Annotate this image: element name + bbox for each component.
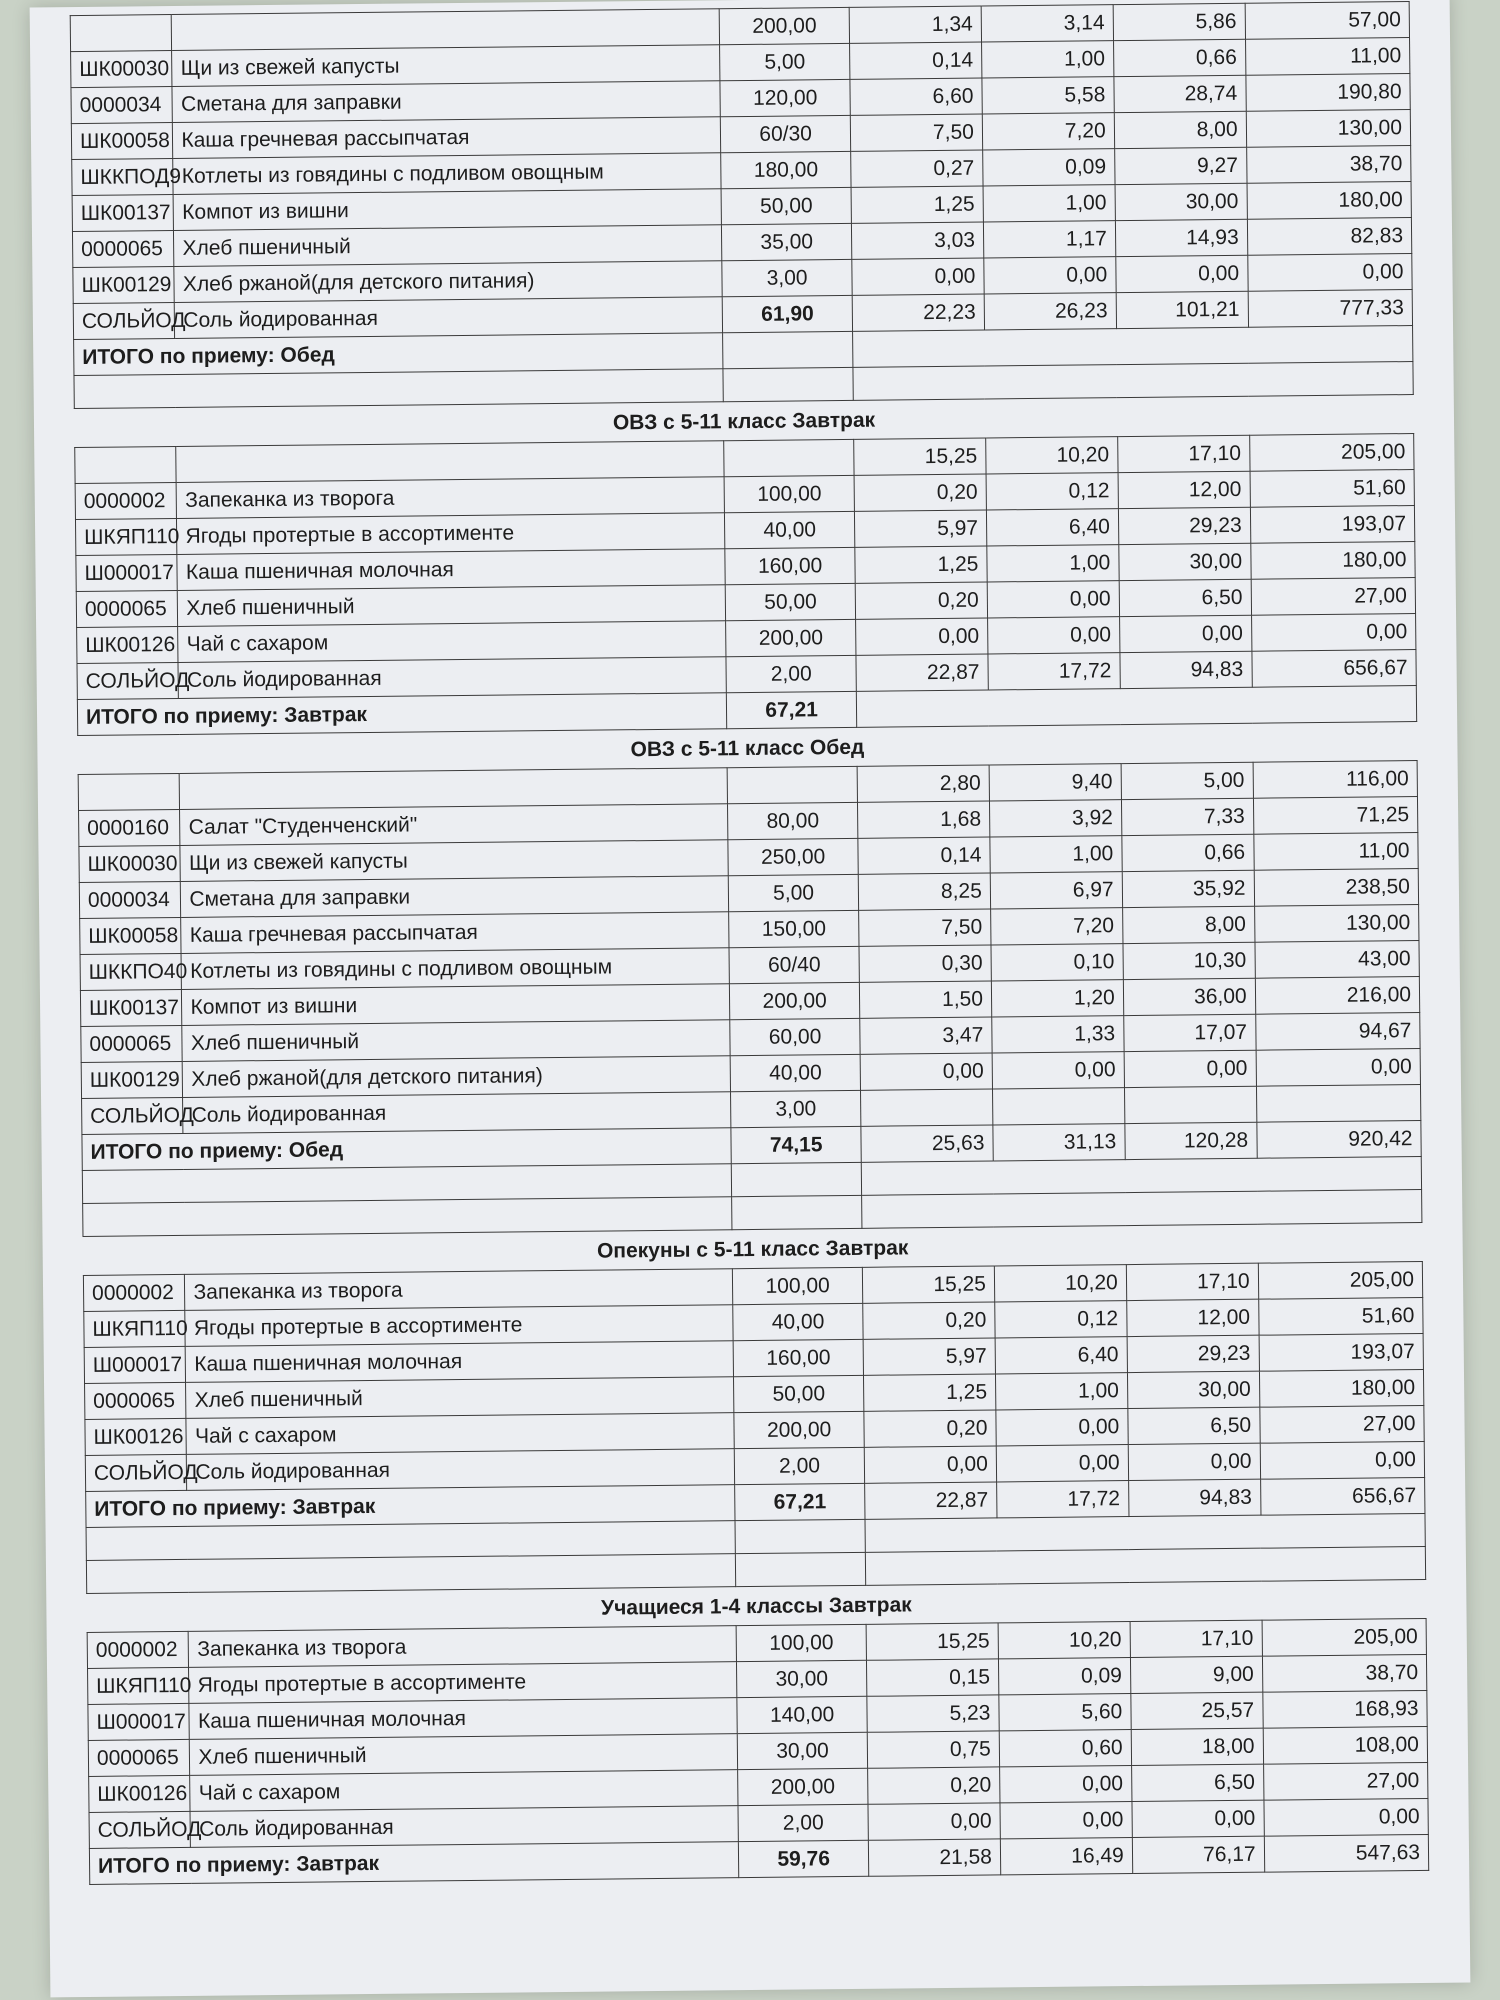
table-row: 0000002 Запеканка из творога 100,00 0,20 0,12 12,00 51,60 — [75, 470, 1414, 520]
table-section-guardians-breakfast — [83, 1261, 1426, 1594]
table-row: ШККПОД9 Котлеты из говядины с подливом овощным 180,00 0,27 0,09 9,27 38,70 — [72, 146, 1411, 196]
table-section-lunch-top — [70, 1, 1414, 409]
table-row: ШКЯП110 Ягоды протертые в ассортименте 40,00 0,20 0,12 12,00 51,60 — [84, 1297, 1423, 1347]
table-row: СОЛЬЙОД Соль йодированная 61,90 22,23 26,23 101,21 777,33 — [73, 290, 1412, 340]
table-row: ШКЯП110 Ягоды протертые в ассортименте 40,00 5,97 6,40 29,23 193,07 — [75, 506, 1414, 556]
total-row: ИТОГО по приему: Обед — [74, 326, 1413, 376]
table-row: ШК00030 Щи из свежей капусты 5,00 0,14 1,00 0,66 11,00 — [71, 38, 1410, 88]
table-row: Ш000017 Каша пшеничная молочная 160,00 1,25 1,00 30,00 180,00 — [76, 542, 1415, 592]
table-row: ШК00126 Чай с сахаром 200,00 0,20 0,00 6,50 27,00 — [89, 1762, 1428, 1812]
table-row: ШК00137 Компот из вишни 50,00 1,25 1,00 30,00 180,00 — [72, 182, 1411, 232]
table-row: ШК00030 Щи из свежей капусты 250,00 0,14 1,00 0,66 11,00 — [79, 832, 1418, 882]
table-row: 0000034 Сметана для заправки 5,00 8,25 6,97 35,92 238,50 — [79, 868, 1418, 918]
table-row: СОЛЬЙОД Соль йодированная 2,00 0,00 0,00 0,00 0,00 — [85, 1441, 1424, 1491]
table-row: 0000065 Хлеб пшеничный 50,00 1,25 1,00 30,00 180,00 — [85, 1369, 1424, 1419]
table-row: 0000065 Хлеб пшеничный 60,00 3,47 1,33 17,07 94,67 — [81, 1012, 1420, 1062]
total-row: ИТОГО по приему: Завтрак 67,21 — [77, 686, 1416, 736]
table-row: ШК00126 Чай с сахаром 200,00 0,00 0,00 0,00 0,00 — [77, 614, 1416, 664]
table-row: ШКЯП110 Ягоды протертые в ассортименте 30,00 0,15 0,09 9,00 38,70 — [88, 1654, 1427, 1704]
table-section-ovz-lunch — [78, 760, 1423, 1237]
paper-sheet — [30, 0, 1471, 1997]
table-row: 0000002 Запеканка из творога 100,00 15,25 10,20 17,10 205,00 — [83, 1261, 1422, 1311]
table-row: ШК00137 Компот из вишни 200,00 1,50 1,20 36,00 216,00 — [80, 976, 1419, 1026]
table-row: Ш000017 Каша пшеничная молочная 140,00 5,23 5,60 25,57 168,93 — [88, 1690, 1427, 1740]
table-row: ШК00058 Каша гречневая рассыпчатая 150,00 7,50 7,20 8,00 130,00 — [80, 904, 1419, 954]
table-section-ovz-breakfast — [74, 433, 1417, 736]
total-row: ИТОГО по приему: Обед 74,15 25,63 31,13 120,28 920,42 — [82, 1120, 1421, 1170]
table-row: 15,25 10,20 17,10 205,00 — [75, 434, 1414, 484]
table-row: 0000065 Хлеб пшеничный 50,00 0,20 0,00 6,50 27,00 — [76, 578, 1415, 628]
section-title: ОВЗ с 5-11 класс Обед — [630, 735, 865, 762]
table-section-grades-1-4-breakfast — [87, 1618, 1430, 1885]
table-row: 200,00 1,34 3,14 5,86 57,00 — [70, 2, 1409, 52]
table-row: 2,80 9,40 5,00 116,00 — [78, 761, 1417, 811]
section-title: Опекуны с 5-11 класс Завтрак — [596, 1236, 909, 1263]
total-row: ИТОГО по приему: Завтрак 67,21 22,87 17,72 94,83 656,67 — [86, 1477, 1425, 1527]
table-row: 0000034 Сметана для заправки 120,00 6,60 5,58 28,74 190,80 — [71, 74, 1410, 124]
menu-document — [70, 1, 1430, 1885]
table-row: ШК00129 Хлеб ржаной(для детского питания) 40,00 0,00 0,00 0,00 0,00 — [81, 1048, 1420, 1098]
table-row: ШК00126 Чай с сахаром 200,00 0,20 0,00 6,50 27,00 — [85, 1405, 1424, 1455]
table-row: 0000065 Хлеб пшеничный 30,00 0,75 0,60 18,00 108,00 — [88, 1726, 1427, 1776]
table-row: СОЛЬЙОД Соль йодированная 2,00 22,87 17,72 94,83 656,67 — [77, 650, 1416, 700]
table-row: ШК00129 Хлеб ржаной(для детского питания) 3,00 0,00 0,00 0,00 0,00 — [73, 254, 1412, 304]
table-row: ШК00058 Каша гречневая рассыпчатая 60/30 7,50 7,20 8,00 130,00 — [71, 110, 1410, 160]
section-title: Учащиеся 1-4 классы Завтрак — [600, 1593, 912, 1620]
table-row: 0000160 Салат "Студенченский" 80,00 1,68 3,92 7,33 71,25 — [79, 796, 1418, 846]
table-row: 0000065 Хлеб пшеничный 35,00 3,03 1,17 14,93 82,83 — [72, 218, 1411, 268]
section-title: ОВЗ с 5-11 класс Завтрак — [612, 408, 876, 435]
table-row: СОЛЬЙОД Соль йодированная 2,00 0,00 0,00 0,00 0,00 — [89, 1798, 1428, 1848]
table-row: ШККПО40 Котлеты из говядины с подливом овощным 60/40 0,30 0,10 10,30 43,00 — [80, 940, 1419, 990]
table-row: 0000002 Запеканка из творога 100,00 15,25 10,20 17,10 205,00 — [87, 1618, 1426, 1668]
table-row: Ш000017 Каша пшеничная молочная 160,00 5,97 6,40 29,23 193,07 — [84, 1333, 1423, 1383]
table-row: СОЛЬЙОД Соль йодированная 3,00 — [82, 1084, 1421, 1134]
total-row: ИТОГО по приему: Завтрак 59,76 21,58 16,49 76,17 547,63 — [89, 1834, 1428, 1884]
